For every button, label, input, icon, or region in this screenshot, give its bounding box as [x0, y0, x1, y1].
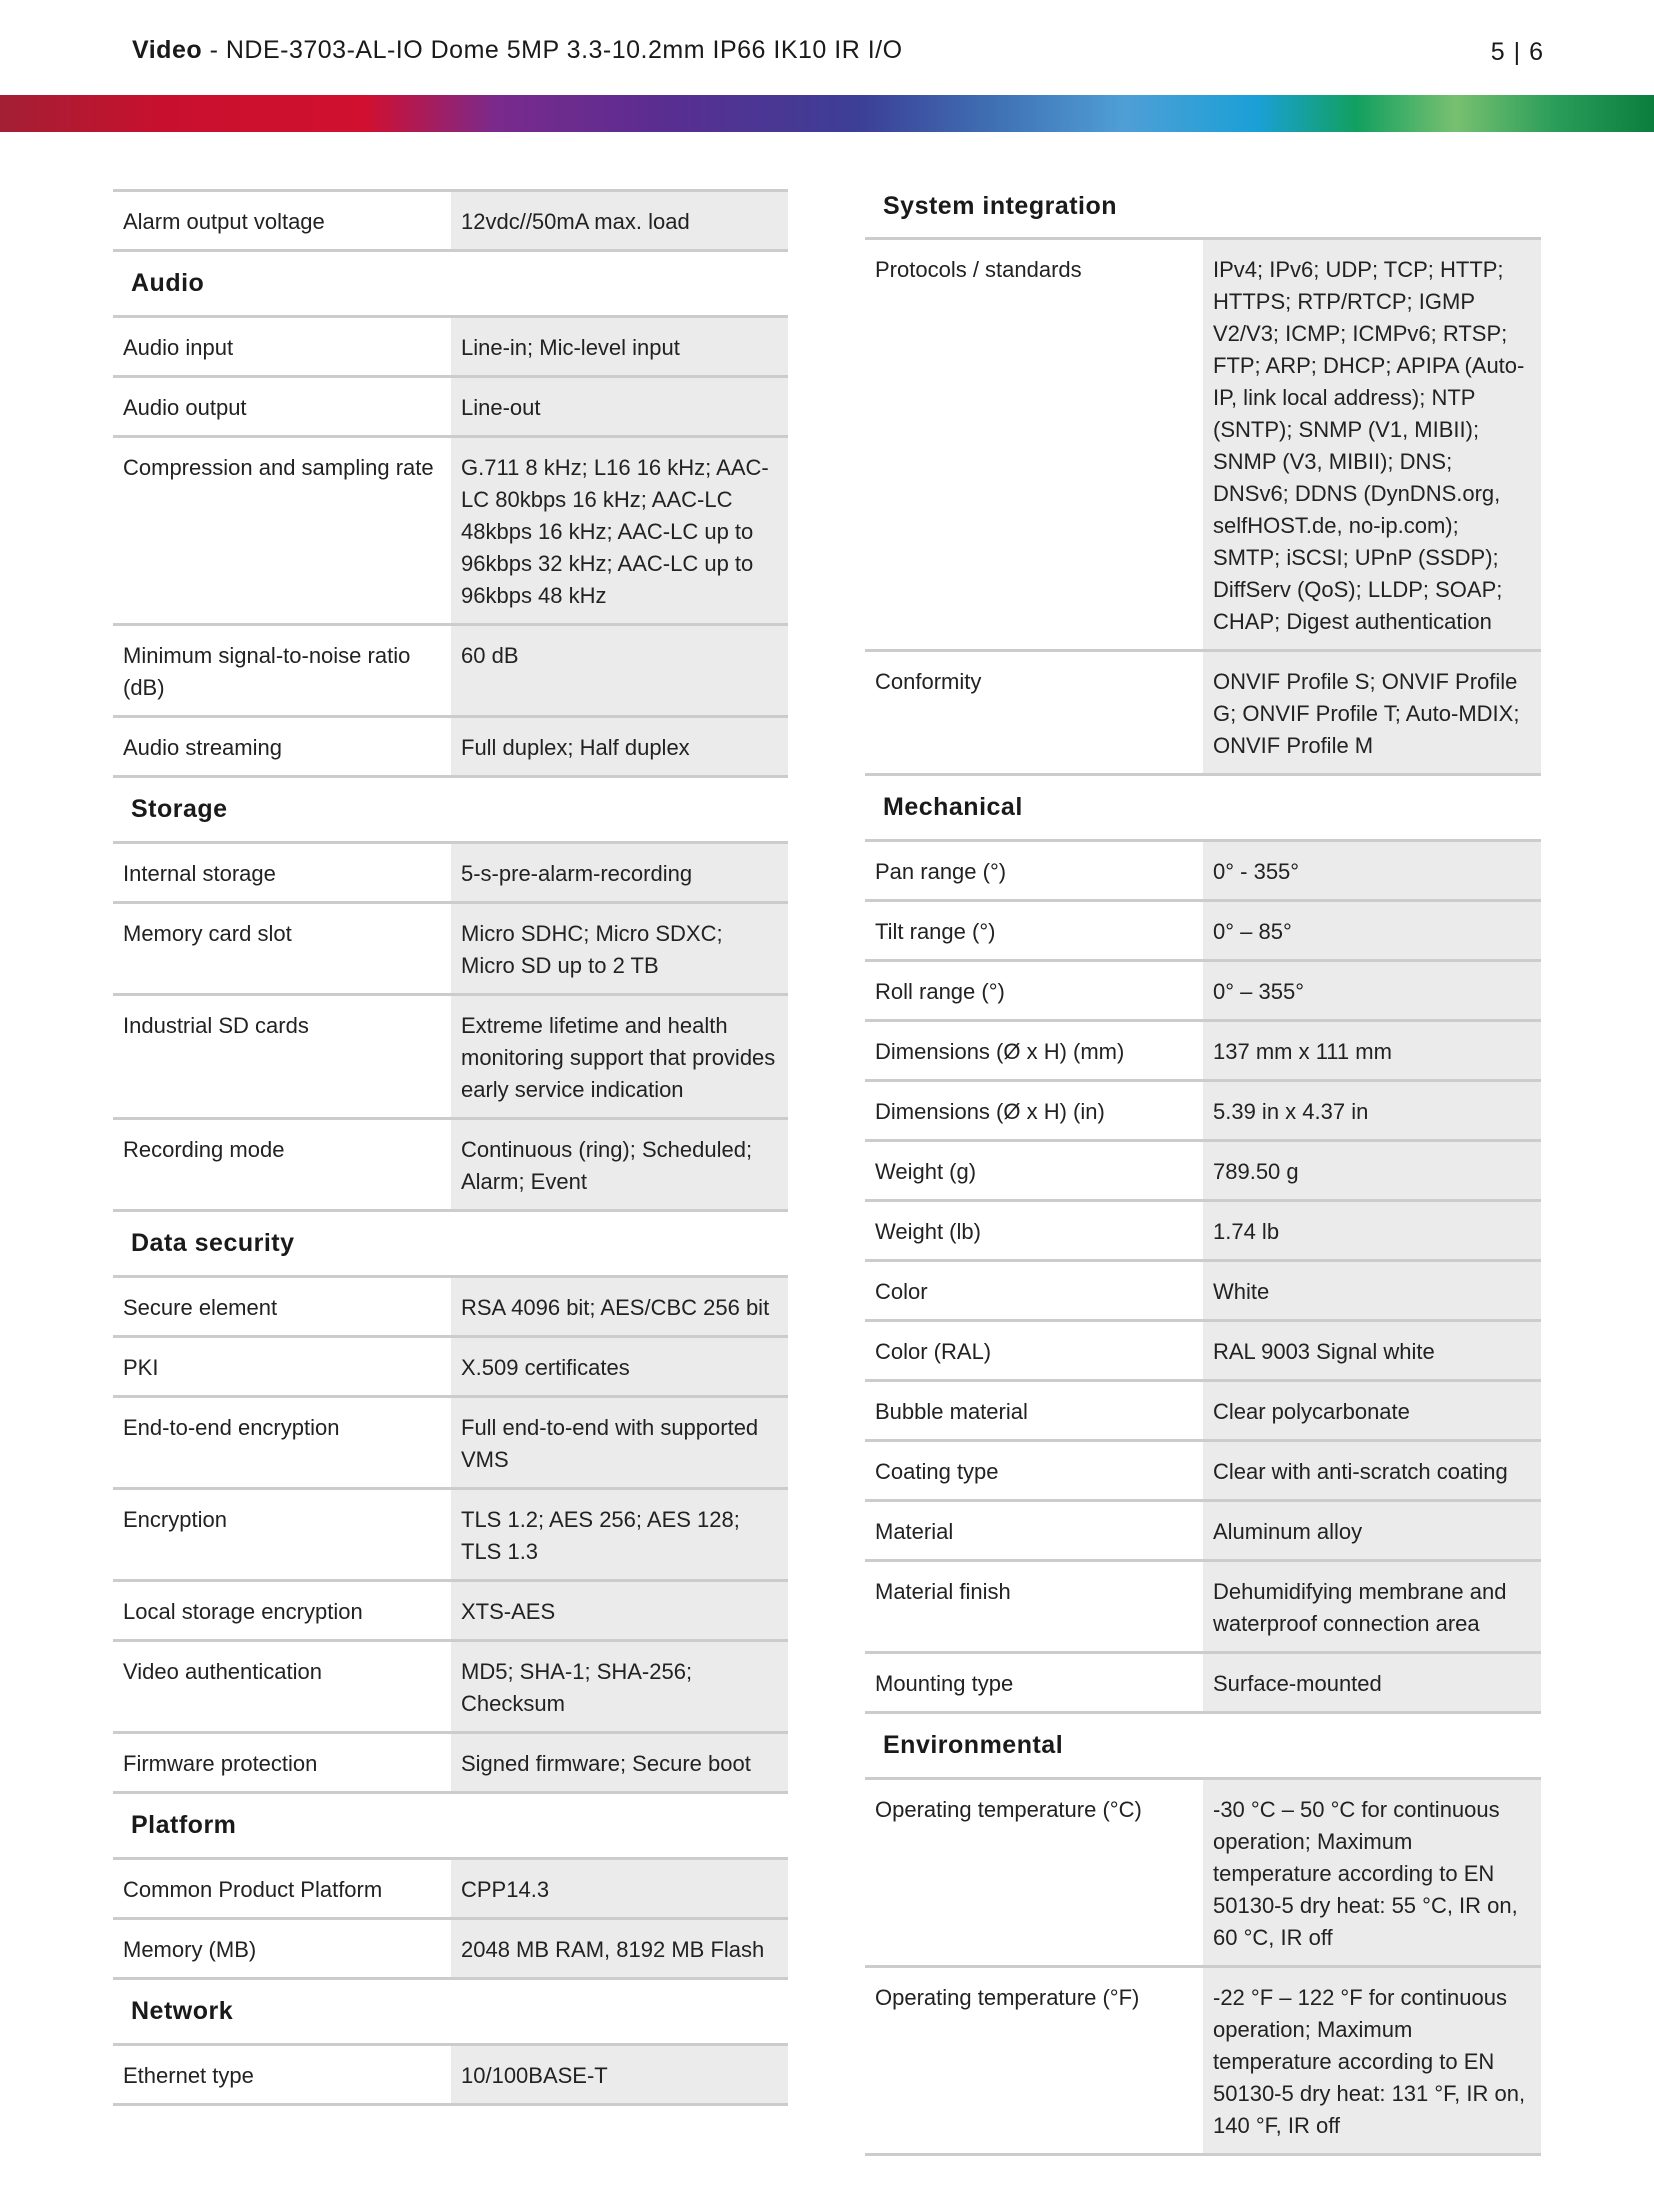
- page-number: 5 | 6: [1490, 38, 1544, 66]
- spec-value: Full end-to-end with supported VMS: [451, 1398, 788, 1487]
- spec-value: Full duplex; Half duplex: [451, 718, 788, 775]
- spec-row: [113, 1860, 788, 1920]
- spec-label: Audio streaming: [123, 735, 282, 760]
- spec-value: 12vdc//50mA max. load: [451, 192, 788, 249]
- spec-value: TLS 1.2; AES 256; AES 128; TLS 1.3: [451, 1490, 788, 1579]
- spec-label: End-to-end encryption: [123, 1415, 340, 1440]
- spec-label: Memory card slot: [123, 921, 292, 946]
- spec-label: Weight (g): [875, 1159, 977, 1184]
- spec-value: Surface-mounted: [1203, 1654, 1541, 1711]
- section-heading-network: Network: [113, 1980, 788, 2046]
- spec-value: 0° - 355°: [1203, 842, 1541, 899]
- spec-label: Audio input: [123, 335, 234, 360]
- section-heading-platform: Platform: [113, 1794, 788, 1860]
- spec-value: 0° – 85°: [1203, 902, 1541, 959]
- spec-row: [113, 378, 788, 438]
- spec-label: Dimensions (Ø x H) (in): [875, 1099, 1105, 1124]
- spec-label: Bubble material: [875, 1399, 1028, 1424]
- spec-label: Mounting type: [875, 1671, 1014, 1696]
- section-heading-system-integration: System integration: [865, 189, 1541, 240]
- spec-row: [113, 626, 788, 718]
- spec-row: [865, 842, 1541, 902]
- spec-value: 137 mm x 111 mm: [1203, 1022, 1541, 1079]
- spec-label: Firmware protection: [123, 1751, 318, 1776]
- spec-label: Compression and sampling rate: [123, 455, 434, 480]
- spec-label: Local storage encryption: [123, 1599, 363, 1624]
- spec-value: 5-s-pre-alarm-recording: [451, 844, 788, 901]
- spec-value: X.509 certificates: [451, 1338, 788, 1395]
- spec-row: [113, 996, 788, 1120]
- spec-label: Video authentication: [123, 1659, 322, 1684]
- spec-row: [865, 240, 1541, 652]
- spec-row: [865, 1654, 1541, 1714]
- spec-column-left: [113, 189, 788, 2106]
- spec-row: [113, 1278, 788, 1338]
- spec-value: Line-out: [451, 378, 788, 435]
- spec-row: [113, 718, 788, 778]
- spec-row: [865, 1142, 1541, 1202]
- spec-label: Material: [875, 1519, 954, 1544]
- spec-value: Aluminum alloy: [1203, 1502, 1541, 1559]
- spec-value: Clear polycarbonate: [1203, 1382, 1541, 1439]
- spec-row: [865, 1322, 1541, 1382]
- spec-label: Dimensions (Ø x H) (mm): [875, 1039, 1125, 1064]
- spec-row: [113, 1338, 788, 1398]
- spec-value: 1.74 lb: [1203, 1202, 1541, 1259]
- spec-label: Recording mode: [123, 1137, 285, 1162]
- spec-label: Tilt range (°): [875, 919, 996, 944]
- spec-row: [865, 1382, 1541, 1442]
- document-title: [132, 36, 903, 65]
- spec-value: White: [1203, 1262, 1541, 1319]
- spec-label: Color (RAL): [875, 1339, 992, 1364]
- spec-value: Line-in; Mic-level input: [451, 318, 788, 375]
- spec-label: Audio output: [123, 395, 247, 420]
- spec-row: [865, 1562, 1541, 1654]
- spec-label: Ethernet type: [123, 2063, 254, 2088]
- spec-row: [865, 1262, 1541, 1322]
- spec-label: Secure element: [123, 1295, 278, 1320]
- spec-label: Material finish: [875, 1579, 1011, 1604]
- spec-row: [865, 1202, 1541, 1262]
- spec-value: 10/100BASE-T: [451, 2046, 788, 2103]
- section-heading-audio: Audio: [113, 252, 788, 318]
- section-heading-mechanical: Mechanical: [865, 776, 1541, 842]
- spec-row: [865, 902, 1541, 962]
- spec-column-right: [865, 189, 1541, 2156]
- spec-value: MD5; SHA-1; SHA-256; Checksum: [451, 1642, 788, 1731]
- spec-row: [113, 1642, 788, 1734]
- spec-row: [113, 1398, 788, 1490]
- spec-label: Pan range (°): [875, 859, 1007, 884]
- spec-value: 60 dB: [451, 626, 788, 715]
- spec-row: [865, 962, 1541, 1022]
- spec-value: RSA 4096 bit; AES/CBC 256 bit: [451, 1278, 788, 1335]
- spec-label: Operating temperature (°F): [875, 1985, 1140, 2010]
- spec-label: Encryption: [123, 1507, 227, 1532]
- spec-label: Operating temperature (°C): [875, 1797, 1142, 1822]
- spec-value: IPv4; IPv6; UDP; TCP; HTTP; HTTPS; RTP/RTCP; IGMP V2/V3; ICMP; ICMPv6; RTSP; FTP; ARP; DHCP; APIPA (Auto-IP, link local address); NTP (SNTP); SNMP (V1, MIBII); SNMP (V3, MIBII); DNS; DNSv6; DDNS (DynDNS.org, selfHOST.de, no-ip.com); SMTP; iSCSI; UPnP (SSDP); DiffServ (QoS); LLDP; SOAP; CHAP; Digest authentication: [1203, 240, 1541, 649]
- spec-row: [113, 844, 788, 904]
- spec-value: -22 °F – 122 °F for continuous operation; Maximum temperature according to EN 50130-5 dry heat: 131 °F, IR on, 140 °F, IR off: [1203, 1968, 1541, 2153]
- document-title-category: Video: [132, 36, 203, 64]
- spec-value: CPP14.3: [451, 1860, 788, 1917]
- section-heading-data-security: Data security: [113, 1212, 788, 1278]
- spec-row: [865, 1968, 1541, 2156]
- section-heading-environmental: Environmental: [865, 1714, 1541, 1780]
- spec-row: [113, 1734, 788, 1794]
- spec-label: Industrial SD cards: [123, 1013, 309, 1038]
- spec-value: Continuous (ring); Scheduled; Alarm; Event: [451, 1120, 788, 1209]
- spec-label: Protocols / standards: [875, 257, 1082, 282]
- spec-row: [113, 1582, 788, 1642]
- spec-row: [113, 438, 788, 626]
- spec-value: 2048 MB RAM, 8192 MB Flash: [451, 1920, 788, 1977]
- spec-value: Micro SDHC; Micro SDXC; Micro SD up to 2 TB: [451, 904, 788, 993]
- spec-value: G.711 8 kHz; L16 16 kHz; AAC-LC 80kbps 16 kHz; AAC-LC 48kbps 16 kHz; AAC-LC up to 96kbps 32 kHz; AAC-LC up to 96kbps 48 kHz: [451, 438, 788, 623]
- spec-row: [865, 1502, 1541, 1562]
- spec-row: [113, 318, 788, 378]
- spec-row: [865, 1780, 1541, 1968]
- spec-value: Extreme lifetime and health monitoring support that provides early service indication: [451, 996, 788, 1117]
- spec-row: [113, 1120, 788, 1212]
- spec-label: Coating type: [875, 1459, 999, 1484]
- spec-value: 789.50 g: [1203, 1142, 1541, 1199]
- spec-label: Weight (lb): [875, 1219, 981, 1244]
- spec-row: [865, 1442, 1541, 1502]
- spec-value: 5.39 in x 4.37 in: [1203, 1082, 1541, 1139]
- spec-label: Internal storage: [123, 861, 276, 886]
- spec-label: Memory (MB): [123, 1937, 257, 1962]
- spec-label: Color: [875, 1279, 928, 1304]
- spec-row: [113, 1490, 788, 1582]
- spec-row: [113, 904, 788, 996]
- spec-label: Conformity: [875, 669, 982, 694]
- spec-label: Roll range (°): [875, 979, 1005, 1004]
- spec-row: [865, 1082, 1541, 1142]
- spec-label: PKI: [123, 1355, 159, 1380]
- page-header: [0, 0, 1654, 96]
- spec-value: Signed firmware; Secure boot: [451, 1734, 788, 1791]
- spec-row: [113, 2046, 788, 2106]
- spec-value: 0° – 355°: [1203, 962, 1541, 1019]
- spec-value: -30 °C – 50 °C for continuous operation; Maximum temperature according to EN 50130-5 dry heat: 55 °C, IR on, 60 °C, IR off: [1203, 1780, 1541, 1965]
- spec-row: [113, 189, 788, 252]
- spec-label: Common Product Platform: [123, 1877, 383, 1902]
- spec-value: XTS-AES: [451, 1582, 788, 1639]
- spec-row: [865, 1022, 1541, 1082]
- spec-row: [113, 1920, 788, 1980]
- spec-label: Minimum signal-to-noise ratio (dB): [123, 643, 411, 700]
- section-heading-storage: Storage: [113, 778, 788, 844]
- spec-value: Clear with anti-scratch coating: [1203, 1442, 1541, 1499]
- spec-value: Dehumidifying membrane and waterproof connection area: [1203, 1562, 1541, 1651]
- spec-label: Alarm output voltage: [123, 209, 325, 234]
- spec-value: ONVIF Profile S; ONVIF Profile G; ONVIF Profile T; Auto-MDIX; ONVIF Profile M: [1203, 652, 1541, 773]
- brand-color-band: [0, 95, 1654, 132]
- spec-row: [865, 652, 1541, 776]
- spec-value: RAL 9003 Signal white: [1203, 1322, 1541, 1379]
- document-title-product: - NDE-3703-AL-IO Dome 5MP 3.3-10.2mm IP66 IK10 IR I/O: [202, 36, 903, 64]
